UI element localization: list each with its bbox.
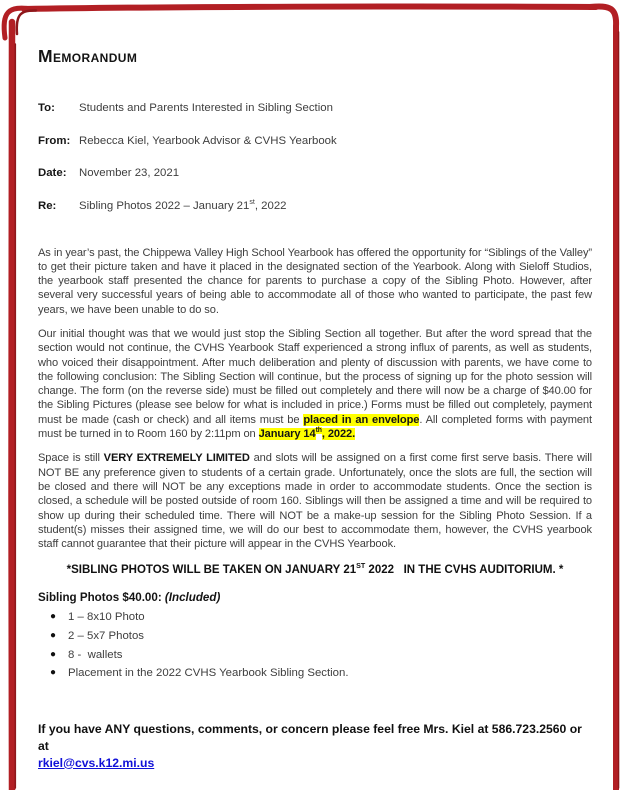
list-item-label: 8 - wallets xyxy=(68,648,123,661)
body-paragraph-process: Our initial thought was that we would just stop the Sibling Section all together. But after the word spread that the section would not continue, the CVHS Yearbook Staff experienced a strong influx of parents, as well as students, who voiced their disappointment. After much deliberation and plenty of discussion with parents, we have come to the following conclusion: The Sibling Section will continue, but the process of signing up for the photo session will change. The form (on the reverse side) must be filled out completely and there will now be a charge of $40.00 for the Sibling Pictures (please see below for what is included in price.) Forms must be filled out completely, payment must be made (cash or check) and all items must be placed in an envelope. All completed forms with payment must be turned in to Room 160 by 2:11pm on January 14th, 2022. xyxy=(38,327,592,441)
contact-email-line xyxy=(38,755,592,772)
memo-title: Memorandum xyxy=(38,46,138,66)
field-value: Students and Parents Interested in Sibling Section xyxy=(79,102,333,114)
memo-field-date xyxy=(38,166,592,181)
price-list-heading: Sibling Photos $40.00: (Included) xyxy=(38,591,221,605)
bullet-icon: ● xyxy=(50,630,57,642)
list-item xyxy=(38,664,592,683)
bullet-icon: ● xyxy=(50,667,57,679)
bullet-icon: ● xyxy=(50,611,57,623)
field-label: To: xyxy=(38,102,55,114)
list-item xyxy=(38,627,592,646)
list-item-label: Placement in the 2022 CVHS Yearbook Sibling Section. xyxy=(68,667,349,680)
included-items-list xyxy=(38,608,592,682)
field-label: Date: xyxy=(38,167,67,179)
list-item xyxy=(38,608,592,627)
body-paragraph-limits: Space is still VERY EXTREMELY LIMITED and slots will be assigned on a first come first serve basis. There will NOT BE any preference given to students of a certain grade. Unfortunately, once the slots are full, the section will be closed and there will NOT be any exceptions made in order to accommodate students. Once the section is closed, a schedule will be posted outside of room 160. Siblings will then be assigned a time and will be required to show up during their scheduled time. There will NOT be a make-up session for the Sibling Photo Session. If a student(s) misses their assigned time, we will do our best to accommodate them, however, the CVHS yearbook staff cannot guarantee that their picture will appear in the CVHS Yearbook. xyxy=(38,452,593,551)
field-value: November 23, 2021 xyxy=(79,167,180,179)
list-item-label: 1 – 8x10 Photo xyxy=(68,611,145,624)
memo-field-to xyxy=(38,101,592,116)
list-item xyxy=(38,646,592,665)
contact-line: If you have ANY questions, comments, or concern please feel free Mrs. Kiel at 586.723.2560 or at xyxy=(38,721,582,753)
field-label: Re: xyxy=(38,199,57,212)
field-value: Sibling Photos 2022 – January 21st, 2022 xyxy=(79,198,287,212)
field-label: From: xyxy=(38,134,71,147)
memo-field-re xyxy=(38,199,592,214)
list-item-label: 2 – 5x7 Photos xyxy=(68,630,144,643)
memo-field-from xyxy=(38,134,592,149)
body-paragraph-history: As in year’s past, the Chippewa Valley High School Yearbook has offered the opportunity for “Siblings of the Valley” to get their picture taken and have it placed in the designated section of the Yearbook. Along with Sieloff Studios, the yearbook staff presented the chance for parents to purchase a copy of the Sibling Photo. However, after several very successful years of being able to accommodate all of those who wanted to participate, the past few years, we have been unable to do so. xyxy=(38,246,592,316)
email-link[interactable]: rkiel@cvs.k12.mi.us xyxy=(38,755,155,770)
contact-section xyxy=(38,721,592,772)
photo-day-banner: *SIBLING PHOTOS WILL BE TAKEN ON JANUARY 21ST 2022 IN THE CVHS AUDITORIUM. * xyxy=(66,562,564,577)
field-value: Rebecca Kiel, Yearbook Advisor & CVHS Yearbook xyxy=(79,134,337,147)
bullet-icon: ● xyxy=(50,648,57,660)
memo-header-fields xyxy=(38,101,592,214)
